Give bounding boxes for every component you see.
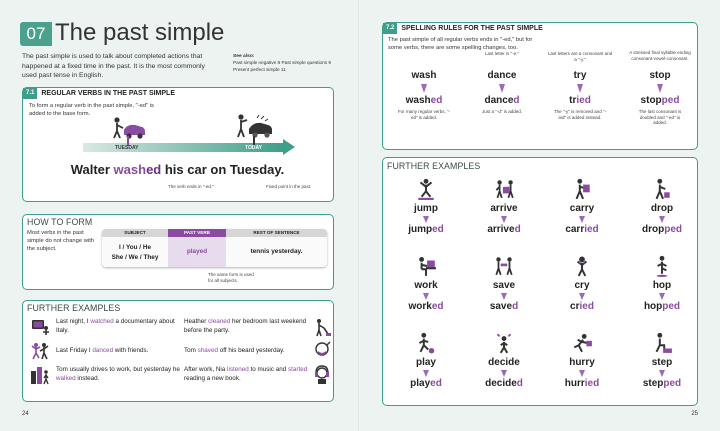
chapter-title: The past simple [55, 19, 225, 46]
carrying-person-icon [571, 178, 593, 200]
past-stem: work [408, 301, 432, 312]
timeline-label-today: TODAY [245, 144, 262, 151]
text-part: a documentary about Italy. [56, 318, 175, 334]
verb-example [555, 332, 609, 389]
see-also-line-2: Present perfect simple 11 [233, 66, 286, 72]
verb-past [477, 224, 531, 235]
verb-example [477, 255, 531, 312]
vacuum-cleaning-icon [312, 317, 332, 337]
panel-number: 7.2 [383, 23, 397, 34]
verb-base: dance [487, 70, 517, 81]
verb-highlight: started [287, 366, 308, 374]
past-stem: hurr [564, 378, 585, 389]
example-item [30, 365, 184, 385]
see-also-box [233, 54, 343, 73]
verb-base: cry [574, 280, 590, 291]
watching-tv-icon [30, 317, 50, 337]
example-text [56, 366, 180, 383]
listening-music-icon [312, 365, 332, 385]
verb-base: decide [488, 357, 520, 368]
spelling-example [547, 51, 613, 120]
past-stem: play [410, 378, 431, 389]
down-arrow-icon [501, 216, 507, 223]
text-part: Tom usually drives to work, but yesterday he [56, 366, 180, 374]
text-part: instead. [75, 375, 100, 382]
see-also-line-1: Past simple negative 8 Past simple questions 9 [233, 60, 331, 66]
rule-note-bottom: The "-y" is removed and "-ied" is added instead. [553, 109, 607, 120]
past-ending: ied [584, 224, 599, 235]
sentence-start: Walter [70, 162, 114, 177]
jumping-person-icon [415, 178, 437, 200]
subject-line-1: I / You / He [118, 244, 152, 251]
how-to-form-title: HOW TO FORM [27, 217, 93, 227]
down-arrow-icon [657, 84, 663, 93]
text-part: Heather [184, 318, 209, 326]
rule-note-bottom: The last consonant is doubled and "-ed" is added. [638, 109, 682, 126]
example-row [30, 315, 344, 339]
verb-highlight: danced [92, 346, 114, 354]
verb-past [553, 95, 607, 106]
verb-highlight: shaved [197, 346, 218, 354]
verb-example [477, 332, 531, 389]
example-item [30, 341, 184, 361]
verb-past [399, 301, 453, 312]
text-part: Last night, I [56, 318, 91, 326]
spelling-example [629, 50, 691, 126]
down-arrow-icon [421, 84, 427, 93]
spelling-example [397, 51, 451, 120]
verb-past [555, 301, 609, 312]
crying-person-icon [571, 255, 593, 277]
col-rest: REST OF SENTENCE [226, 229, 327, 237]
verb-past [477, 301, 531, 312]
subject-cell [102, 237, 168, 267]
down-arrow-icon [423, 370, 429, 377]
text-part: After work, Nia [184, 366, 228, 374]
how-to-form-panel [22, 214, 334, 290]
past-stem: stop [640, 95, 662, 106]
panel-header [23, 88, 333, 99]
verb-past [397, 95, 451, 106]
see-also-heading: See also: [233, 54, 255, 59]
formula-body [102, 237, 327, 267]
panel-number: 7.1 [23, 88, 37, 99]
verb-base: carry [569, 203, 595, 214]
past-stem: hop [643, 301, 663, 312]
down-arrow-icon [579, 370, 585, 377]
same-form-note: The same form is used for all subjects. [208, 272, 254, 283]
text-part: off his beard yesterday. [217, 346, 285, 354]
dancing-icon [30, 341, 50, 361]
example-text [184, 347, 308, 356]
verb-past [555, 224, 609, 235]
text-part: to music and [248, 366, 288, 374]
past-ending: ied [579, 301, 594, 312]
page-number-left: 24 [22, 411, 29, 417]
verb-example [555, 255, 609, 312]
further-examples-title: FURTHER EXAMPLES [387, 161, 481, 171]
how-to-form-description: Most verbs in the past simple do not change with the subject. [27, 230, 95, 252]
past-stem: drop [642, 224, 665, 235]
down-arrow-icon [501, 370, 507, 377]
past-stem: arrive [487, 224, 515, 235]
col-subject: SUBJECT [102, 229, 168, 237]
text-part: her bedroom last weekend before the party. [184, 318, 307, 334]
page-number-right: 25 [691, 411, 698, 417]
sentence-verb-ending: ed [146, 162, 162, 177]
example-item [184, 365, 338, 385]
panel-description: To form a regular verb in the past simple, "-ed" is added to the base form. [29, 103, 154, 117]
past-ending: ped [661, 95, 680, 106]
past-ending: ed [430, 95, 443, 106]
spelling-example [475, 51, 529, 115]
verb-past [635, 378, 689, 389]
verb-past [399, 378, 453, 389]
verb-past [633, 95, 687, 106]
past-ending: ied [576, 95, 591, 106]
past-ending: ed [432, 224, 444, 235]
past-stem: dance [484, 95, 514, 106]
panel-title: REGULAR VERBS IN THE PAST SIMPLE [41, 90, 176, 97]
example-item [184, 341, 338, 361]
text-part: with friends. [113, 346, 149, 354]
verb-example [399, 178, 453, 235]
formula-header [102, 229, 327, 237]
verb-past [635, 301, 689, 312]
verb-example [399, 332, 453, 389]
verb-example [635, 255, 689, 312]
past-ending: d [514, 224, 521, 235]
verb-past [399, 224, 453, 235]
rule-note-top: Last letter is "-e." [485, 51, 519, 56]
text-part: Tom [184, 346, 198, 354]
past-ending: ped [663, 378, 682, 389]
verb-base: stop [649, 70, 671, 81]
stepping-person-icon [651, 332, 673, 354]
verb-highlight: watched [90, 318, 114, 326]
example-row [30, 339, 344, 363]
down-arrow-icon [659, 216, 665, 223]
past-ending: ped [662, 301, 681, 312]
past-ending: d [513, 95, 520, 106]
right-page [360, 0, 720, 431]
panel-header [383, 23, 697, 34]
down-arrow-icon [423, 216, 429, 223]
example-text [56, 318, 184, 335]
past-ending: ped [664, 224, 682, 235]
sentence-verb-base: wash [113, 162, 147, 177]
car-person-icon [235, 112, 275, 140]
note-verb-ending: The verb ends in "-ed." [168, 184, 214, 189]
further-examples-title: FURTHER EXAMPLES [27, 303, 121, 313]
past-stem: step [642, 378, 664, 389]
past-stem: wash [405, 95, 431, 106]
down-arrow-icon [659, 370, 665, 377]
verb-past [555, 378, 609, 389]
dropping-person-icon [651, 178, 673, 200]
past-stem: jump [408, 224, 433, 235]
verb-cell: played [168, 237, 226, 267]
hurrying-person-icon [571, 332, 593, 354]
verb-base: drop [650, 203, 674, 214]
panel-title: SPELLING RULES FOR THE PAST SIMPLE [401, 25, 543, 32]
down-arrow-icon [659, 293, 665, 300]
verb-example [399, 255, 453, 312]
past-stem: cr [570, 301, 580, 312]
example-text [184, 318, 308, 335]
walking-city-icon [30, 365, 50, 385]
down-arrow-icon [579, 293, 585, 300]
spelling-rules-panel [382, 22, 698, 150]
verb-past [477, 378, 531, 389]
past-ending: ed [431, 301, 444, 312]
verb-example [477, 178, 531, 235]
verb-example [635, 178, 689, 235]
washing-car-person-icon [111, 116, 147, 140]
sentence-end: his car on Tuesday. [161, 162, 285, 177]
past-ending: d [516, 378, 523, 389]
text-part: Last Friday I [56, 346, 93, 354]
example-row [30, 363, 344, 387]
example-text [184, 366, 308, 383]
arriving-people-icon [493, 178, 515, 200]
verb-past [475, 95, 529, 106]
verb-base: try [573, 70, 587, 81]
verb-base: jump [414, 203, 438, 214]
past-ending: d [512, 301, 519, 312]
further-examples-right-panel [382, 157, 698, 406]
shaving-icon [312, 341, 332, 361]
playing-football-icon [415, 332, 437, 354]
past-ending: ed [430, 378, 442, 389]
down-arrow-icon [501, 293, 507, 300]
example-item [30, 317, 184, 337]
past-stem: decide [485, 378, 517, 389]
rule-note-top: A stressed final syllable ending consonant-vowel-consonant. [629, 50, 691, 61]
down-arrow-icon [423, 293, 429, 300]
col-past-verb: PAST VERB [168, 229, 226, 237]
verb-base: work [414, 280, 438, 291]
panel-description: The past simple of all regular verbs ends in "-ed," but for some verbs, there are some spelling changes, too. [388, 37, 533, 51]
down-arrow-icon [499, 84, 505, 93]
working-person-icon [415, 255, 437, 277]
further-examples-list [30, 315, 344, 387]
down-arrow-icon [577, 84, 583, 93]
past-stem: tr [569, 95, 577, 106]
rule-note-top: Last letters are a consonant and a "-y." [547, 51, 613, 62]
text-part: reading a new book. [184, 375, 241, 382]
rest-cell: tennis yesterday. [226, 237, 327, 267]
past-ending: ied [584, 378, 600, 389]
verb-highlight: cleaned [208, 318, 231, 326]
timeline-label-tuesday: TUESDAY [115, 144, 139, 151]
rule-note-bottom: Just a "-d" is added. [482, 109, 522, 114]
note-fixed-point: Fixed point in the past. [266, 184, 312, 189]
past-stem: carr [565, 224, 585, 235]
subject-line-2: She / We / They [111, 253, 159, 261]
verb-base: wash [411, 70, 437, 81]
example-sentence [23, 162, 332, 177]
deciding-person-icon [493, 332, 515, 354]
saving-people-icon [493, 255, 515, 277]
example-item [184, 317, 338, 337]
past-stem: save [489, 301, 513, 312]
formula-table [102, 229, 327, 267]
verb-highlight: listened [227, 366, 249, 374]
verb-base: hop [652, 280, 672, 291]
verb-base: play [415, 357, 436, 368]
down-arrow-icon [579, 216, 585, 223]
example-text [56, 347, 148, 356]
verb-example [635, 332, 689, 389]
chapter-number: 07 [20, 22, 52, 46]
hopping-person-icon [651, 255, 673, 277]
intro-text: The past simple is used to talk about completed actions that happened at a fixed time in the past. It is the most commonly used past tense in English. [22, 53, 205, 80]
verb-base: hurry [569, 357, 595, 368]
verb-base: save [492, 280, 516, 291]
verb-highlight: walked [56, 375, 76, 382]
rule-note-bottom: For many regular verbs, "-ed" is added. [397, 109, 451, 120]
verb-base: arrive [490, 203, 518, 214]
verb-example [555, 178, 609, 235]
verb-base: step [651, 357, 673, 368]
regular-verbs-panel [22, 87, 334, 202]
further-examples-left-panel [22, 300, 334, 402]
timeline-arrowhead [283, 139, 295, 155]
verb-past [635, 224, 689, 235]
